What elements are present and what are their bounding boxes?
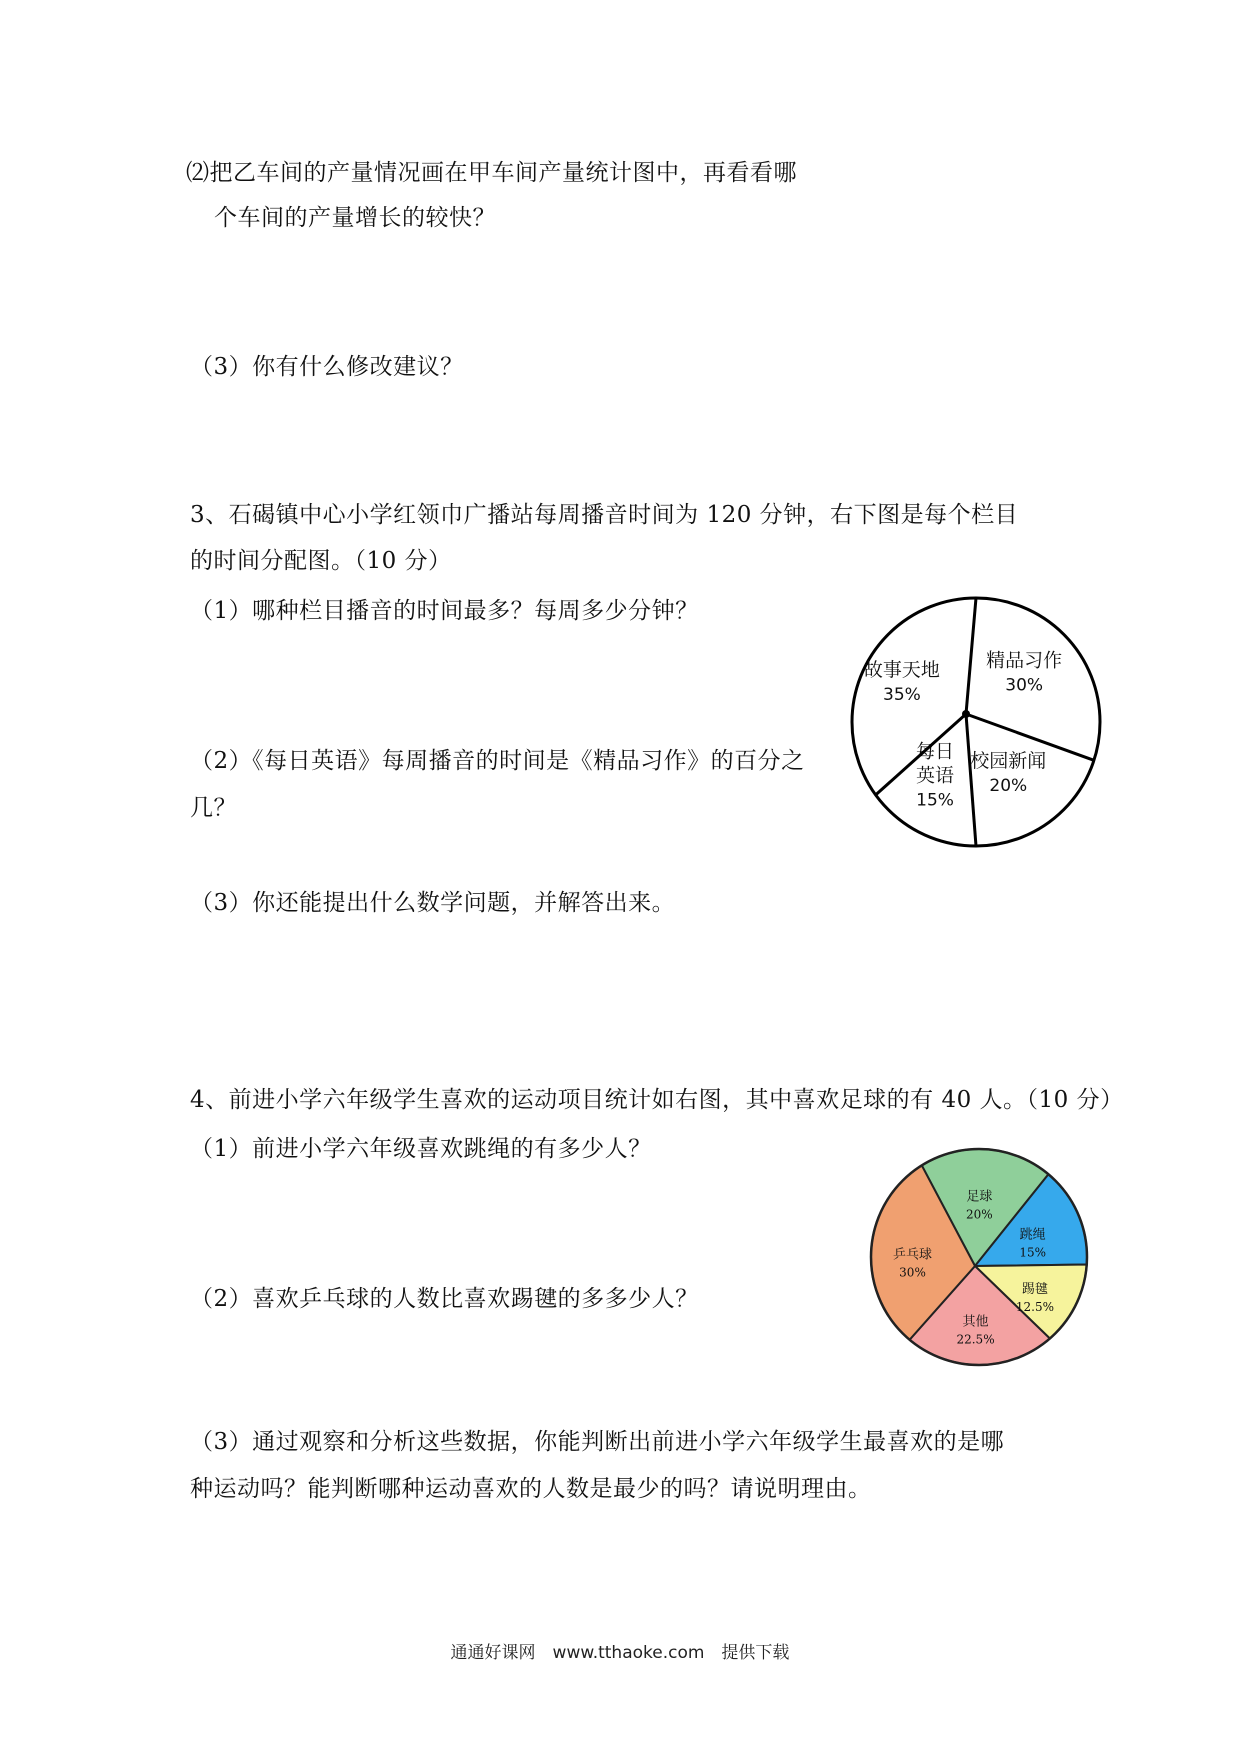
pie1-slice-label: 精品习作 <box>986 649 1063 672</box>
broadcast-time-pie-svg <box>842 588 1110 856</box>
pie1-slice-percent: 35% <box>883 684 921 705</box>
q4-intro: 4、前进小学六年级学生喜欢的运动项目统计如右图，其中喜欢足球的有 40 人。（10 分） <box>190 1087 1124 1113</box>
sports-pie-chart <box>868 1146 1090 1368</box>
pie1-slice-percent: 30% <box>1005 675 1044 696</box>
pie1-slice-label: 校园新闻 <box>970 749 1047 772</box>
q3-part2-line1: （2）《每日英语》每周播音的时间是《精品习作》的百分之 <box>190 748 805 774</box>
pie2-slice-label: 乒乓球 <box>893 1247 933 1263</box>
sports-pie-svg <box>868 1146 1090 1368</box>
pie2-slice-label: 足球 <box>966 1189 993 1205</box>
pie2-slice-percent: 22.5% <box>956 1332 995 1347</box>
pie1-outline <box>852 598 1100 846</box>
q3-part1: （1）哪种栏目播音的时间最多？每周多少分钟？ <box>190 598 699 624</box>
pie2-slice-label: 其他 <box>962 1314 989 1330</box>
pie1-center-dot <box>962 710 970 718</box>
pie1-slice-label: 每日 <box>916 740 955 763</box>
q4-part3-line1: （3）通过观察和分析这些数据，你能判断出前进小学六年级学生最喜欢的是哪 <box>190 1429 1005 1455</box>
pie2-slice-percent: 15% <box>1019 1245 1046 1260</box>
pie1-slice-label: 故事天地 <box>863 658 940 681</box>
broadcast-time-pie-chart <box>842 588 1110 856</box>
q2-part2-line1: ⑵把乙车间的产量情况画在甲车间产量统计图中，再看看哪 <box>186 160 797 186</box>
footer: 通通好课网 www.tthaoke.com 提供下载 <box>450 1643 790 1663</box>
q4-part3-line2: 种运动吗？能判断哪种运动喜欢的人数是最少的吗？请说明理由。 <box>190 1476 872 1502</box>
q3-part2-line2: 几？ <box>190 795 237 821</box>
pie2-slice-label: 踢毽 <box>1021 1281 1048 1297</box>
pie2-slice-percent: 30% <box>899 1265 926 1280</box>
q4-part2: （2）喜欢乒乓球的人数比喜欢踢毽的多多少人？ <box>190 1286 699 1312</box>
pie1-slice-percent: 20% <box>989 775 1028 796</box>
q3-intro-line2: 的时间分配图。（10 分） <box>190 548 452 574</box>
q3-part3: （3）你还能提出什么数学问题，并解答出来。 <box>190 890 676 916</box>
pie1-slice-percent: 15% <box>916 790 954 811</box>
q3-intro-line1: 3、石碣镇中心小学红领巾广播站每周播音时间为 120 分钟，右下图是每个栏目 <box>190 502 1019 528</box>
pie2-slice-percent: 20% <box>966 1207 993 1222</box>
q2-part3: （3）你有什么修改建议？ <box>190 354 464 380</box>
q4-part1: （1）前进小学六年级喜欢跳绳的有多少人？ <box>190 1136 652 1162</box>
pie2-slice-percent: 12.5% <box>1015 1299 1054 1314</box>
pie1-slice-label: 英语 <box>916 764 955 787</box>
pie2-slice-label: 跳绳 <box>1019 1227 1046 1243</box>
q2-part2-line2: 个车间的产量增长的较快？ <box>214 205 496 231</box>
